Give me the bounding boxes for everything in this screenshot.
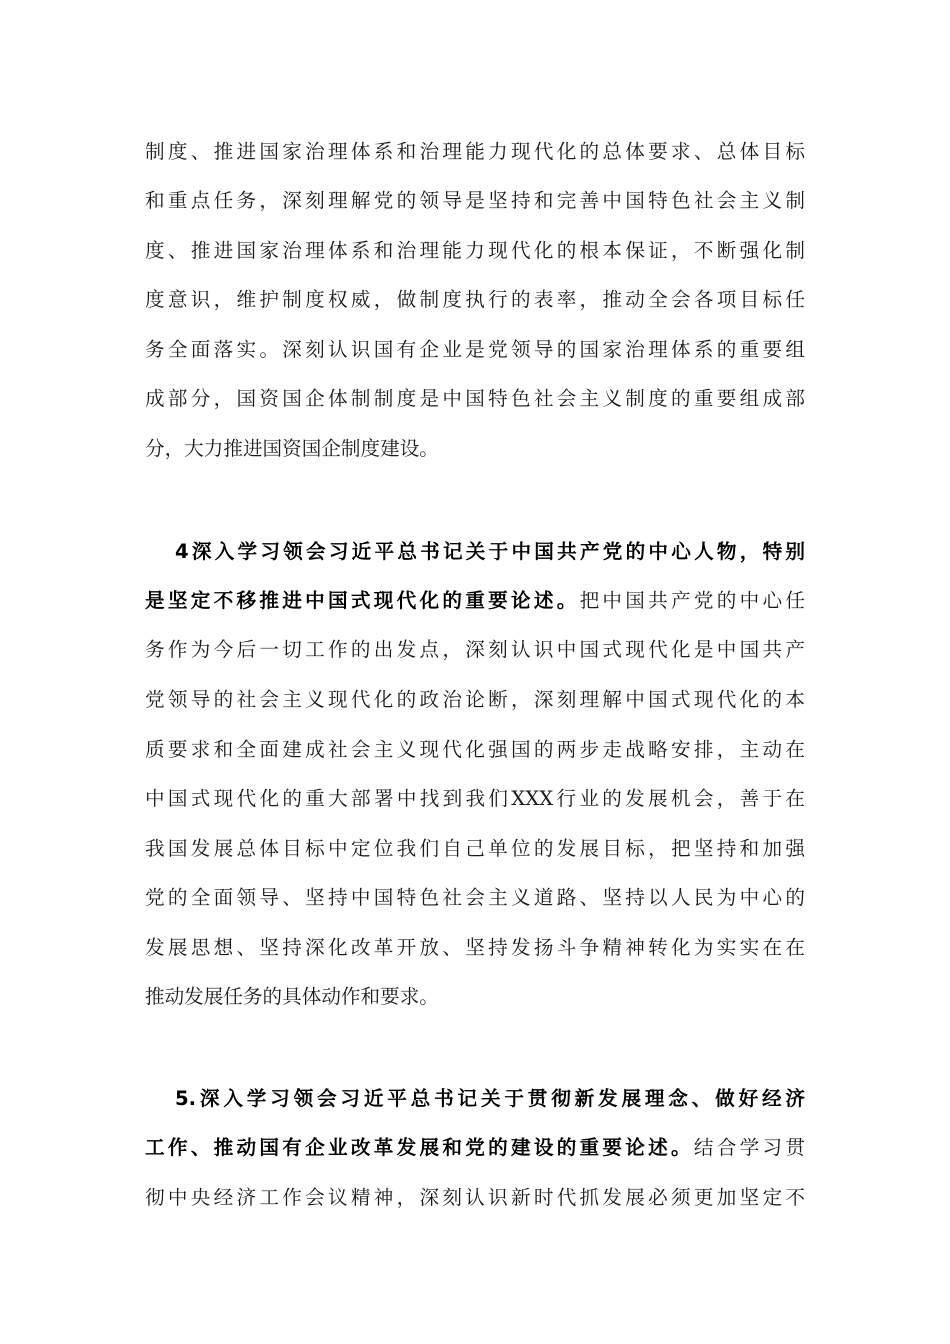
section-4-line-mixed	[145, 586, 805, 616]
paragraph-line: 成部分，国资国企体制制度是中国特色社会主义制度的重要组成部	[145, 387, 805, 410]
paragraph-line: 务全面落实。深刻认识国有企业是党领导的国家治理体系的重要组	[145, 338, 805, 361]
section-heading-5-continued: 工作、推动国有企业改革发展和党的建设的重要论述。	[145, 1136, 694, 1159]
paragraph-text: 结合学习贯	[693, 1136, 806, 1159]
paragraph-line: 党的全面领导、坚持中国特色社会主义道路、坚持以人民为中心的	[145, 886, 805, 909]
section-heading-5: 5.深入学习领会习近平总书记关于贯彻新发展理念、做好经济	[175, 1087, 805, 1110]
section-5-line-mixed	[145, 1133, 805, 1163]
paragraph-line: 度意识，维护制度权威，做制度执行的表率，推动全会各项目标任	[145, 288, 805, 311]
section-heading-4-continued: 是坚定不移推进中国式现代化的重要论述。	[145, 589, 580, 612]
paragraph-line: 中国式现代化的重大部署中找到我们XXX行业的发展机会，善于在	[145, 787, 805, 810]
paragraph-line: 制度、推进国家治理体系和治理能力现代化的总体要求、总体目标	[145, 140, 805, 163]
paragraph-line: 和重点任务，深刻理解党的领导是坚持和完善中国特色社会主义制	[145, 189, 805, 212]
paragraph-line: 我国发展总体目标中定位我们自己单位的发展目标，把坚持和加强	[145, 837, 805, 860]
section-heading-4: 4深入学习领会习近平总书记关于中国共产党的中心人物，特别	[175, 540, 805, 563]
paragraph-line: 彻中央经济工作会议精神，深刻认识新时代抓发展必须更加坚定不	[145, 1186, 805, 1209]
paragraph-line: 发展思想、坚持深化改革开放、坚持发扬斗争精神转化为实实在在	[145, 936, 805, 959]
paragraph-line: 质要求和全面建成社会主义现代化强国的两步走战略安排，主动在	[145, 738, 805, 761]
paragraph-line: 分，大力推进国资国企制度建设。	[145, 437, 439, 460]
paragraph-line: 党领导的社会主义现代化的政治论断，深刻理解中国式现代化的本	[145, 688, 805, 711]
paragraph-text: 把中国共产党的中心任	[579, 589, 806, 612]
paragraph-line: 度、推进国家治理体系和治理能力现代化的根本保证，不断强化制	[145, 239, 805, 262]
paragraph-line: 推动发展任务的具体动作和要求。	[145, 985, 439, 1008]
paragraph-line: 务作为今后一切工作的出发点，深刻认识中国式现代化是中国共产	[145, 638, 805, 661]
